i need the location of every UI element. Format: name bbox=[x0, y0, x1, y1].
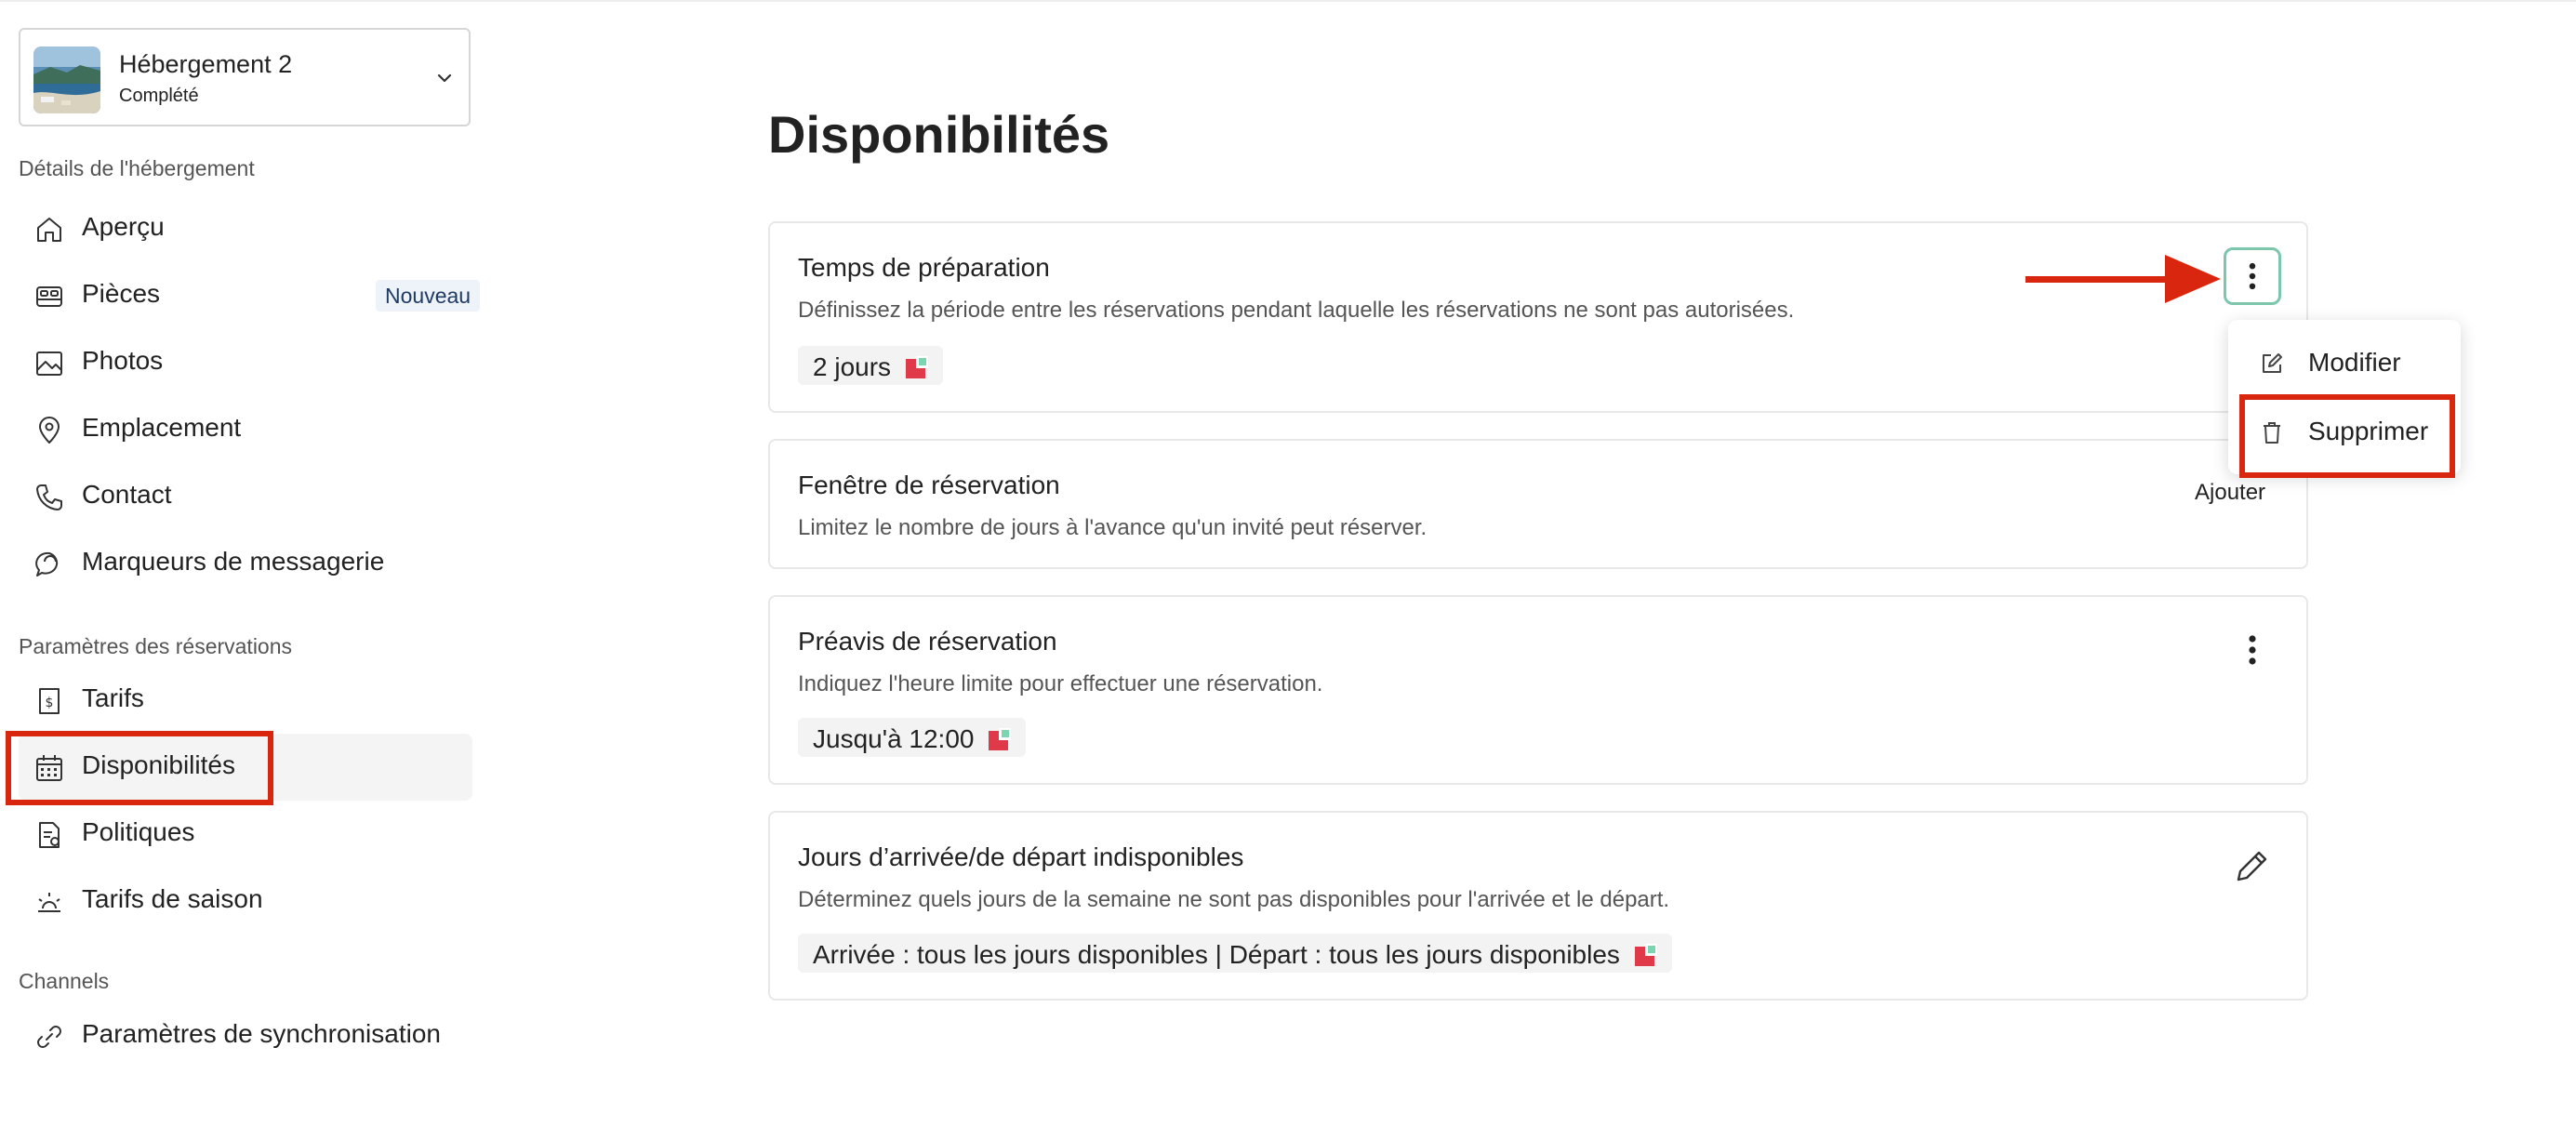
sidebar-item-label: Tarifs de saison bbox=[82, 884, 263, 913]
highlight-box-sidebar bbox=[6, 731, 273, 805]
value-text: 2 jours bbox=[813, 351, 892, 381]
edit-icon bbox=[2260, 351, 2284, 376]
card-preavis-reservation bbox=[768, 595, 2308, 785]
calendar-mark-icon bbox=[989, 728, 1011, 750]
pencil-icon bbox=[2224, 837, 2281, 895]
section-label-booking: Paramètres des réservations bbox=[19, 634, 293, 658]
card-title: Fenêtre de réservation bbox=[798, 471, 1060, 499]
chevron-down-icon bbox=[432, 65, 458, 91]
value-chip bbox=[798, 934, 1672, 973]
policy-icon bbox=[33, 819, 65, 851]
sidebar-item-apercu[interactable] bbox=[19, 195, 472, 262]
sidebar-item-label: Contact bbox=[82, 480, 172, 509]
property-selector[interactable] bbox=[19, 28, 471, 126]
card-title: Temps de préparation bbox=[798, 253, 1050, 282]
sidebar-item-emplacement[interactable] bbox=[19, 396, 472, 463]
chat-icon bbox=[33, 549, 65, 580]
card-description: Limitez le nombre de jours à l'avance qu'un invité peut réserver. bbox=[798, 515, 1427, 540]
sidebar-item-tarifs[interactable] bbox=[19, 667, 472, 734]
home-icon bbox=[33, 214, 65, 245]
sidebar-item-label: Paramètres de synchronisation bbox=[82, 1019, 441, 1048]
map-pin-icon bbox=[33, 415, 65, 446]
section-label-details: Détails de l'hébergement bbox=[19, 156, 255, 180]
top-border bbox=[0, 0, 2576, 2]
more-vertical-icon bbox=[2226, 250, 2278, 302]
link-icon bbox=[33, 1021, 65, 1053]
sidebar-item-pieces[interactable] bbox=[19, 262, 472, 329]
value-chip bbox=[798, 346, 943, 385]
card-jours-indisponibles bbox=[768, 811, 2308, 1001]
card-title: Jours d’arrivée/de départ indisponibles bbox=[798, 842, 1244, 871]
card-description: Définissez la période entre les réservations pendant laquelle les réservations ne sont pas autorisées. bbox=[798, 298, 1795, 323]
value-text: Arrivée : tous les jours disponibles | Départ : tous les jours disponibles bbox=[813, 939, 1620, 969]
property-thumbnail bbox=[33, 46, 100, 113]
card-description: Indiquez l'heure limite pour effectuer une réservation. bbox=[798, 671, 1323, 696]
price-icon bbox=[33, 685, 65, 717]
calendar-mark-icon bbox=[906, 356, 928, 378]
sidebar-item-label: Photos bbox=[82, 346, 164, 375]
edit-button[interactable] bbox=[2224, 837, 2281, 895]
menu-item-label: Modifier bbox=[2308, 348, 2401, 377]
sidebar-item-photos[interactable] bbox=[19, 329, 472, 396]
add-button[interactable]: Ajouter bbox=[2195, 480, 2266, 505]
calendar-mark-icon bbox=[1635, 944, 1657, 966]
phone-icon bbox=[33, 482, 65, 513]
sidebar-item-label: Aperçu bbox=[82, 212, 165, 241]
sidebar-item-contact[interactable] bbox=[19, 463, 472, 530]
new-badge: Nouveau bbox=[376, 280, 480, 312]
card-fenetre-reservation bbox=[768, 439, 2308, 569]
more-vertical-icon bbox=[2224, 621, 2281, 679]
sidebar-item-synchronisation[interactable] bbox=[19, 1002, 472, 1069]
image-icon bbox=[33, 348, 65, 379]
arrow-annotation-icon bbox=[2025, 249, 2221, 309]
value-text: Jusqu'à 12:00 bbox=[813, 723, 975, 753]
sidebar-item-label: Disponibilités bbox=[82, 750, 235, 779]
sidebar-item-politiques[interactable] bbox=[19, 801, 472, 868]
property-name: Hébergement 2 bbox=[119, 50, 293, 78]
more-options-button[interactable] bbox=[2224, 621, 2281, 679]
section-label-channels: Channels bbox=[19, 969, 110, 993]
sidebar-item-label: Tarifs bbox=[82, 683, 144, 712]
page-title: Disponibilités bbox=[768, 105, 1110, 164]
svg-text:$: $ bbox=[45, 696, 54, 710]
menu-item-modifier[interactable] bbox=[2228, 333, 2461, 392]
value-chip bbox=[798, 718, 1026, 757]
card-description: Déterminez quels jours de la semaine ne sont pas disponibles pour l'arrivée et le départ. bbox=[798, 887, 1670, 912]
card-title: Préavis de réservation bbox=[798, 627, 1057, 656]
menu-item-label: Supprimer bbox=[2308, 417, 2429, 445]
sidebar-item-label: Pièces bbox=[82, 279, 161, 308]
sun-icon bbox=[33, 886, 65, 918]
sidebar-item-label: Politiques bbox=[82, 817, 195, 846]
sidebar-item-tarifs-saison[interactable] bbox=[19, 868, 472, 935]
sidebar-item-label: Marqueurs de messagerie bbox=[82, 547, 385, 576]
sidebar-item-marqueurs[interactable] bbox=[19, 530, 472, 597]
highlight-box-menu bbox=[2239, 394, 2455, 478]
more-options-button[interactable] bbox=[2224, 247, 2281, 305]
property-status: Complété bbox=[119, 86, 199, 106]
sidebar-item-label: Emplacement bbox=[82, 413, 242, 442]
bed-icon bbox=[33, 281, 65, 312]
